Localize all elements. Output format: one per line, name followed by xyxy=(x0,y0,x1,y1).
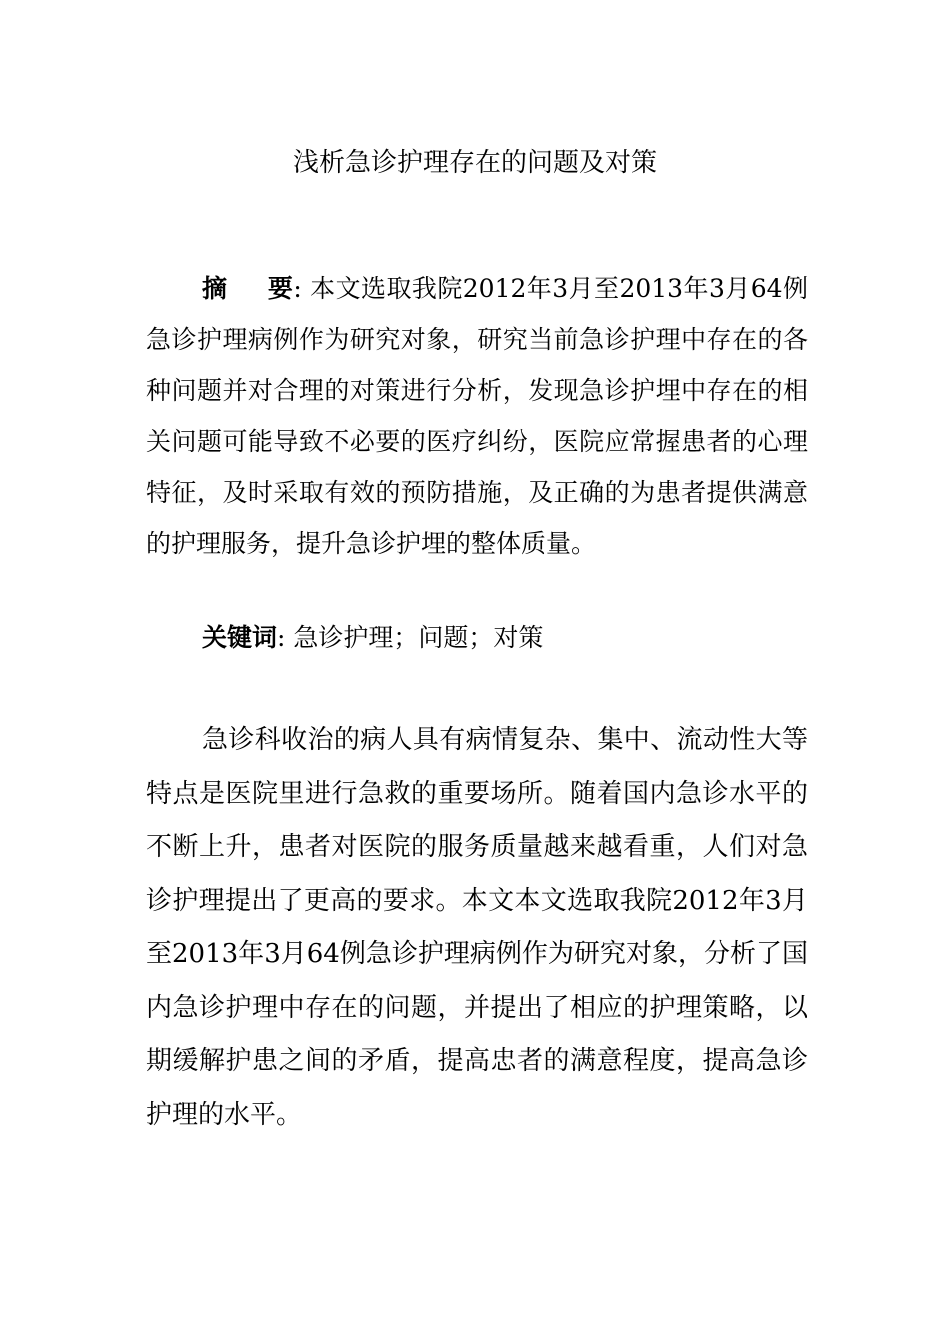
abstract-label-sep: : xyxy=(293,274,302,303)
abstract-label xyxy=(202,274,293,303)
keywords-label-sep: : xyxy=(277,623,286,652)
intro-paragraph: 急诊科收治的病人具有病情复杂、集中、流动性大等特点是医院里进行急救的重要场所。随着国内急诊水平的不断上升，患者对医院的服务质量越来越看重，人们对急诊护理提出了更高的要求。本文本文选取我院2012年3月至2013年3月64例急诊护理病例作为研究对象，分析了国内急诊护理中存在的问题，并提出了相应的护理策略，以期缓解护患之间的矛盾，提高忠者的满意程度，提高急诊护理的水平。 xyxy=(146,725,808,1130)
keywords-text: 急诊护理；问题；对策 xyxy=(293,623,544,652)
abstract-text: 本文选取我院2012年3月至2013年3月64例急诊护理病例作为研究对象，研究当前急诊护理中存在的各种问题并对合理的对策进行分析，发现急诊护埋中存在的相关问题可能导致不必要的医疗纠纷，医院应常握患者的心理特征，及时采取有效的预防措施，及正确的为患者提供满意的护理服务，提升急诊护埋的整体质量。 xyxy=(146,274,808,558)
abstract-label-second: 要 xyxy=(267,274,294,303)
keywords-paragraph xyxy=(146,612,808,663)
abstract-label-first: 摘 xyxy=(202,274,228,303)
keywords-label: 关键词 xyxy=(202,623,278,652)
paper-title: 浅析急诊护理存在的问题及对策 xyxy=(292,148,657,178)
abstract-paragraph xyxy=(146,263,808,569)
